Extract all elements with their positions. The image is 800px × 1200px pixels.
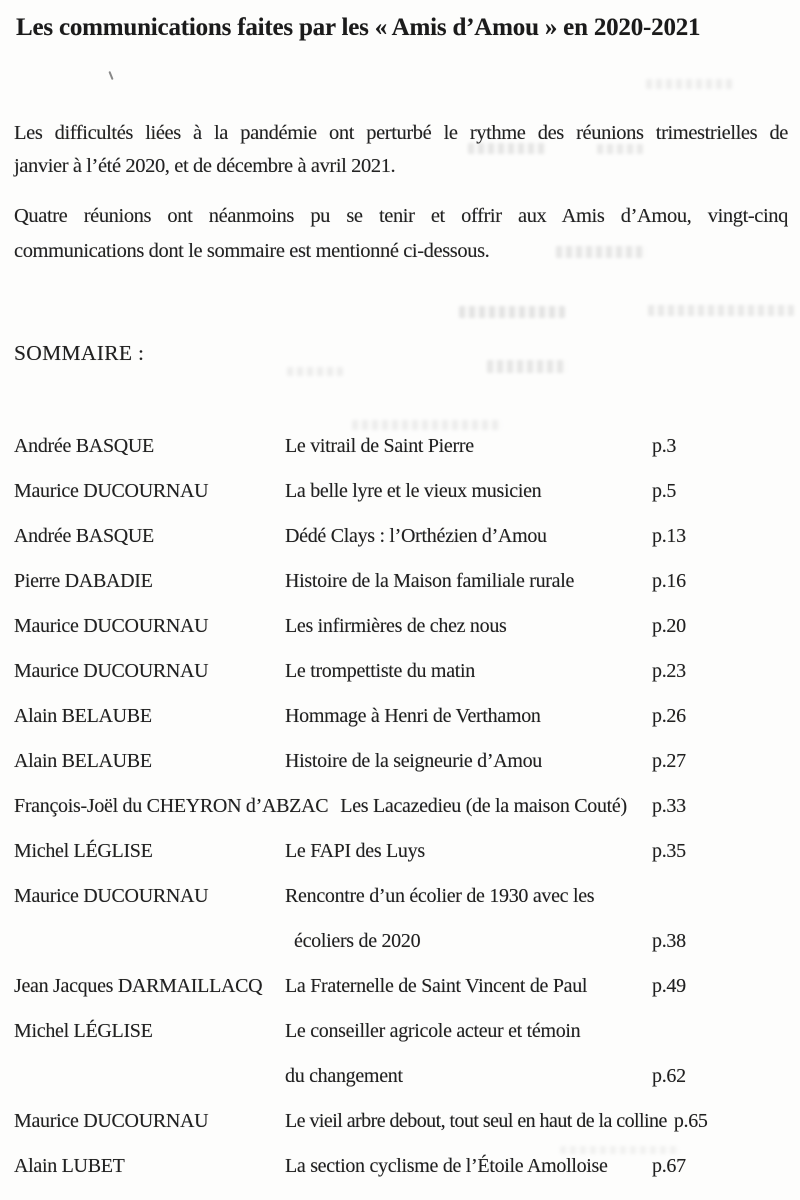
toc-title: Le vitrail de Saint Pierre xyxy=(285,435,474,457)
toc-page-number: p.13 xyxy=(652,525,686,547)
bleed-through-artifact xyxy=(648,305,794,316)
toc-row xyxy=(14,659,800,704)
toc-author: Pierre DABADIE xyxy=(14,570,153,592)
toc-page-number: p.62 xyxy=(652,1065,686,1087)
bleed-through-artifact xyxy=(646,79,734,89)
toc-author: Alain BELAUBE xyxy=(14,750,152,772)
bleed-through-artifact xyxy=(556,246,646,258)
bleed-through-artifact xyxy=(560,1146,680,1154)
toc-author: Maurice DUCOURNAU xyxy=(14,615,209,637)
paragraph-line: Quatre réunions ont néanmoins pu se tenir et offrir aux Amis d’Amou, vingt-cinq xyxy=(14,205,788,227)
intro-paragraph-2 xyxy=(14,199,788,269)
toc-row xyxy=(14,614,800,659)
toc-page-number: p.67 xyxy=(652,1155,686,1177)
paragraph-line: Les difficultés liées à la pandémie ont perturbé le rythme des réunions trimestrielles de xyxy=(14,122,788,144)
toc-row xyxy=(14,1019,800,1064)
toc-title: La belle lyre et le vieux musicien xyxy=(285,480,542,502)
toc-row xyxy=(14,974,800,1019)
toc-page-number: p.38 xyxy=(652,930,686,952)
toc-page-number: p.33 xyxy=(652,795,686,817)
scan-speck-artifact xyxy=(108,71,113,80)
toc-title: Hommage à Henri de Verthamon xyxy=(285,705,541,727)
toc-author: Jean Jacques DARMAILLACQ xyxy=(14,975,263,997)
toc-title: Le vieil arbre debout, tout seul en haut de la colline xyxy=(285,1110,667,1132)
toc-author: Maurice DUCOURNAU xyxy=(14,885,209,907)
toc-author: Maurice DUCOURNAU xyxy=(14,480,209,502)
toc-page-number: p.5 xyxy=(652,480,677,502)
toc-row xyxy=(14,839,800,884)
bleed-through-artifact xyxy=(287,367,343,376)
toc-page-number: p.26 xyxy=(652,705,686,727)
bleed-through-artifact xyxy=(459,306,565,318)
toc-author: Maurice DUCOURNAU xyxy=(14,660,209,682)
toc-title: Les Lacazedieu (de la maison Couté) xyxy=(340,795,627,817)
bleed-through-artifact xyxy=(352,420,502,430)
toc-row xyxy=(14,479,800,524)
paragraph-line: janvier à l’été 2020, et de décembre à avril 2021. xyxy=(14,155,396,177)
toc-author: Andrée BASQUE xyxy=(14,525,154,547)
toc-page-number: p.35 xyxy=(652,840,686,862)
toc-title: Rencontre d’un écolier de 1930 avec les xyxy=(285,885,595,907)
toc-row xyxy=(14,1064,800,1109)
document-title: Les communications faites par les « Amis d’Amou » en 2020-2021 xyxy=(16,14,701,41)
paragraph-line: communications dont le sommaire est mentionné ci-dessous. xyxy=(14,240,490,262)
toc-row xyxy=(14,524,800,569)
toc-row xyxy=(14,1154,800,1199)
toc-title: Histoire de la seigneurie d’Amou xyxy=(285,750,542,772)
toc-page-number: p.20 xyxy=(652,615,686,637)
toc-title: Le FAPI des Luys xyxy=(285,840,425,862)
toc-author: Michel LÉGLISE xyxy=(14,1020,153,1042)
toc-title: Les infirmières de chez nous xyxy=(285,615,507,637)
toc-row xyxy=(14,884,800,929)
toc-title: Le trompettiste du matin xyxy=(285,660,475,682)
toc-page-number: p.49 xyxy=(652,975,686,997)
toc-title: du changement xyxy=(285,1065,403,1087)
toc-title: Le conseiller agricole acteur et témoin xyxy=(285,1020,581,1042)
toc-row xyxy=(14,794,800,839)
toc-title: Dédé Clays : l’Orthézien d’Amou xyxy=(285,525,547,547)
table-of-contents xyxy=(14,434,800,1199)
toc-row xyxy=(14,1109,800,1154)
bleed-through-artifact xyxy=(487,360,567,373)
toc-title: Histoire de la Maison familiale rurale xyxy=(285,570,575,592)
toc-row xyxy=(14,434,800,479)
toc-title: La section cyclisme de l’Étoile Amolloise xyxy=(285,1155,608,1177)
toc-author: Andrée BASQUE xyxy=(14,435,154,457)
sommaire-heading: SOMMAIRE : xyxy=(14,341,145,365)
intro-paragraph-1 xyxy=(14,117,788,183)
toc-author: Alain LUBET xyxy=(14,1155,125,1177)
toc-page-number: p.3 xyxy=(652,435,677,457)
toc-title: écoliers de 2020 xyxy=(294,930,421,952)
toc-page-number: p.23 xyxy=(652,660,686,682)
toc-title: La Fraternelle de Saint Vincent de Paul xyxy=(285,975,588,997)
toc-page-number: p.65 xyxy=(673,1110,708,1132)
toc-page-number: p.27 xyxy=(652,750,686,772)
toc-author: Alain BELAUBE xyxy=(14,705,152,727)
toc-row xyxy=(14,929,800,974)
toc-row xyxy=(14,704,800,749)
toc-author: François-Joël du CHEYRON d’ABZAC xyxy=(14,795,329,817)
toc-page-number: p.16 xyxy=(652,570,686,592)
toc-author: Maurice DUCOURNAU xyxy=(14,1110,209,1132)
toc-author: Michel LÉGLISE xyxy=(14,840,153,862)
bleed-through-artifact xyxy=(468,143,546,154)
toc-row xyxy=(14,569,800,614)
toc-row xyxy=(14,749,800,794)
bleed-through-artifact xyxy=(597,144,643,154)
